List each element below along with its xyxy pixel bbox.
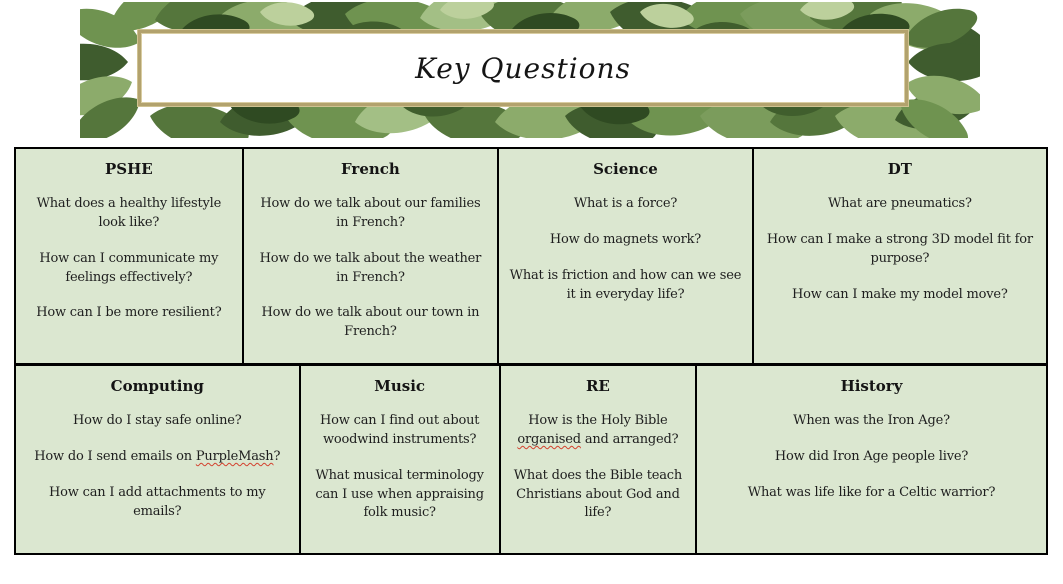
leaf-banner [80, 2, 980, 138]
table-row [16, 366, 1046, 553]
title-box [138, 30, 908, 106]
misspelled-word: PurpleMash [195, 448, 274, 464]
question-text: What are pneumatics? [827, 196, 972, 211]
subject-cell-re [501, 366, 695, 553]
page-title: Key Questions [415, 51, 631, 85]
question-text: How can I make a strong 3D model fit for purpose? [766, 231, 1033, 266]
question-text: How do I send emails on PurpleMash? [34, 448, 281, 464]
subject-cell-computing [16, 366, 299, 553]
misspelled-word: organised [517, 431, 581, 447]
question-text: How do we talk about our families in French? [260, 196, 481, 230]
key-questions-table [14, 147, 1048, 555]
question-text: What musical terminology can I use when appraising folk music? [315, 467, 484, 521]
question-text: How do I stay safe online? [73, 413, 242, 428]
subject-title: RE [585, 377, 610, 395]
question-text: How can I find out about woodwind instruments? [320, 413, 480, 447]
question-text: How can I make my model move? [792, 286, 1008, 302]
subject-cell-dt [754, 149, 1046, 363]
question-text: How can I add attachments to my emails? [49, 484, 266, 519]
question-text: How can I communicate my feelings effectively? [39, 250, 219, 285]
question-text: What is a force? [573, 196, 678, 211]
question-text: What does the Bible teach Christians about God and life? [513, 467, 683, 521]
subject-cell-french [244, 149, 498, 363]
question-text: What was life like for a Celtic warrior? [747, 484, 996, 500]
subject-cell-music [301, 366, 499, 553]
subject-title: PSHE [104, 160, 153, 178]
question-text: How can I be more resilient? [36, 305, 222, 321]
question-text: How do we talk about the weather in French? [259, 250, 482, 285]
question-text: When was the Iron Age? [793, 413, 950, 428]
subject-title: History [840, 377, 903, 395]
subject-title: French [341, 160, 400, 178]
question-text: How do magnets work? [549, 231, 702, 247]
table-row [16, 149, 1046, 363]
question-text: How do we talk about our town in French? [261, 305, 480, 340]
question-text: How did Iron Age people live? [774, 448, 969, 464]
question-text: What does a healthy lifestyle look like? [36, 196, 222, 230]
subject-title: Computing [110, 377, 204, 395]
subject-cell-science [499, 149, 752, 363]
question-text: How is the Holy Bible organised and arranged? [517, 413, 679, 447]
subject-title: DT [887, 160, 912, 178]
subject-cell-history [697, 366, 1046, 553]
question-text: What is friction and how can we see it in everyday life? [509, 267, 742, 302]
subject-title: Music [374, 377, 426, 395]
subject-cell-pshe [16, 149, 242, 363]
subject-title: Science [593, 160, 658, 178]
